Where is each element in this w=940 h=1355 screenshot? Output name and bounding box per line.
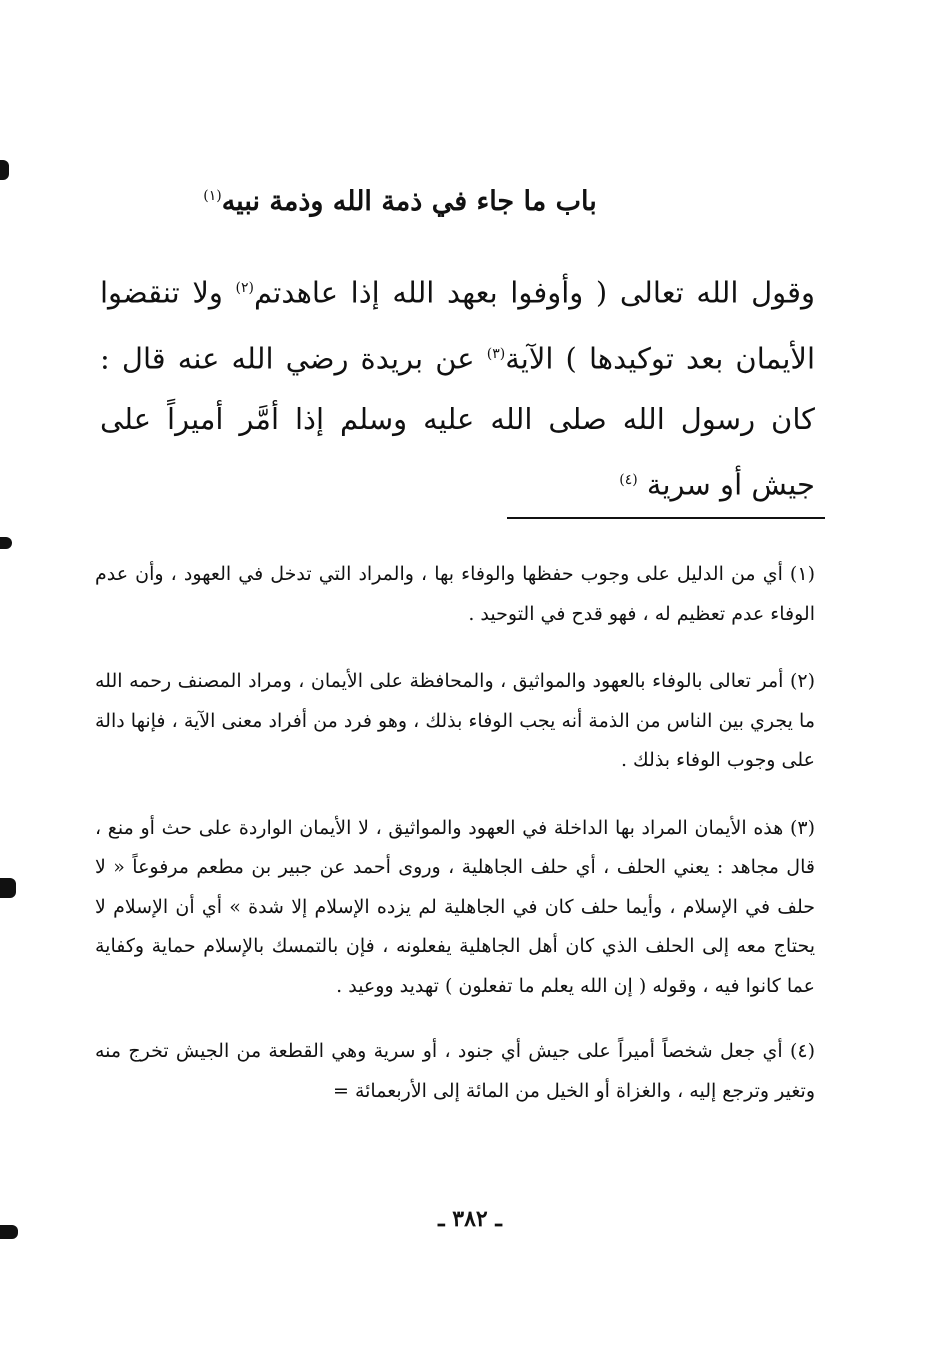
- footnote-3: (٣) هذه الأيمان المراد بها الداخلة في العهود والمواثيق ، لا الأيمان الواردة على حث أو منع ، قال مجاهد : يعني الحلف ، أي حلف الجاهلية ، وروى أحمد عن جبير بن مطعم مرفوعاً « لا حلف في الإسلام ، وأيما حلف كان في الجاهلية لم يزده الإسلام إلا شدة » أي أن الإسلام لا يحتاج معه إلى الحلف الذي كان أهل الجاهلية يفعلونه ، فإن بالتمسك بالإسلام حماية وكفاية عما كانوا فيه ، وقوله ( إن الله يعلم ما تفعلون ) تهديد ووعيد .: [95, 816, 815, 997]
- page-number: ـ ٣٨٢ ـ: [438, 1206, 502, 1232]
- main-text-part: عن بريدة رضي الله عنه قال : كان رسول الله صلى الله عليه وسلم إذا أمَّر أميراً على جيش أو سرية: [100, 341, 815, 502]
- main-text-part: ولا تنقضوا الأيمان بعد توكيدها ) الآية: [100, 275, 816, 376]
- scan-edge-mark: [0, 537, 12, 549]
- main-text-part: وقول الله تعالى ( وأوفوا بعهد الله إذا عاهدتم: [253, 275, 815, 310]
- footnote-ref-2: (٢): [235, 280, 254, 296]
- scan-edge-mark: [0, 160, 9, 180]
- page-title: [150, 176, 650, 222]
- footnote-2: (٢) أمر تعالى بالوفاء بالعهود والمواثيق ، والمحافظة على الأيمان ، ومراد المصنف رحمه الله ما يجري بين الناس من الذمة أنه يجب الوفاء بذلك ، وهو فرد من أفراد معنى الآية ، فإنها دالة على وجوب الوفاء بذلك .: [95, 670, 815, 771]
- main-text: [100, 258, 815, 516]
- footnotes: [95, 555, 815, 1136]
- title-text: باب ما جاء في ذمة الله وذمة نبيه: [221, 186, 597, 217]
- scan-edge-mark: [0, 878, 16, 898]
- footnote-ref-4: (٤): [619, 472, 638, 489]
- footnote-1: (١) أي من الدليل على وجوب حفظها والوفاء بها ، والمراد التي تدخل في العهود ، وأن عدم الوفاء عدم تعظيم له ، فهو قدح في التوحيد .: [95, 563, 815, 625]
- title-footnote-ref: (١): [203, 188, 222, 204]
- footnote-4: (٤) أي جعل شخصاً أميراً على جيش أي جنود ، أو سرية وهي القطعة من الجيش تخرج منه وتغير وترجع إليه ، والغزاة أو الخيل من المائة إلى الأربعمائة =: [95, 1040, 815, 1102]
- footnote-separator: [507, 517, 825, 519]
- footnote-ref-3: (٣): [486, 345, 506, 362]
- scan-edge-mark: [0, 1225, 18, 1239]
